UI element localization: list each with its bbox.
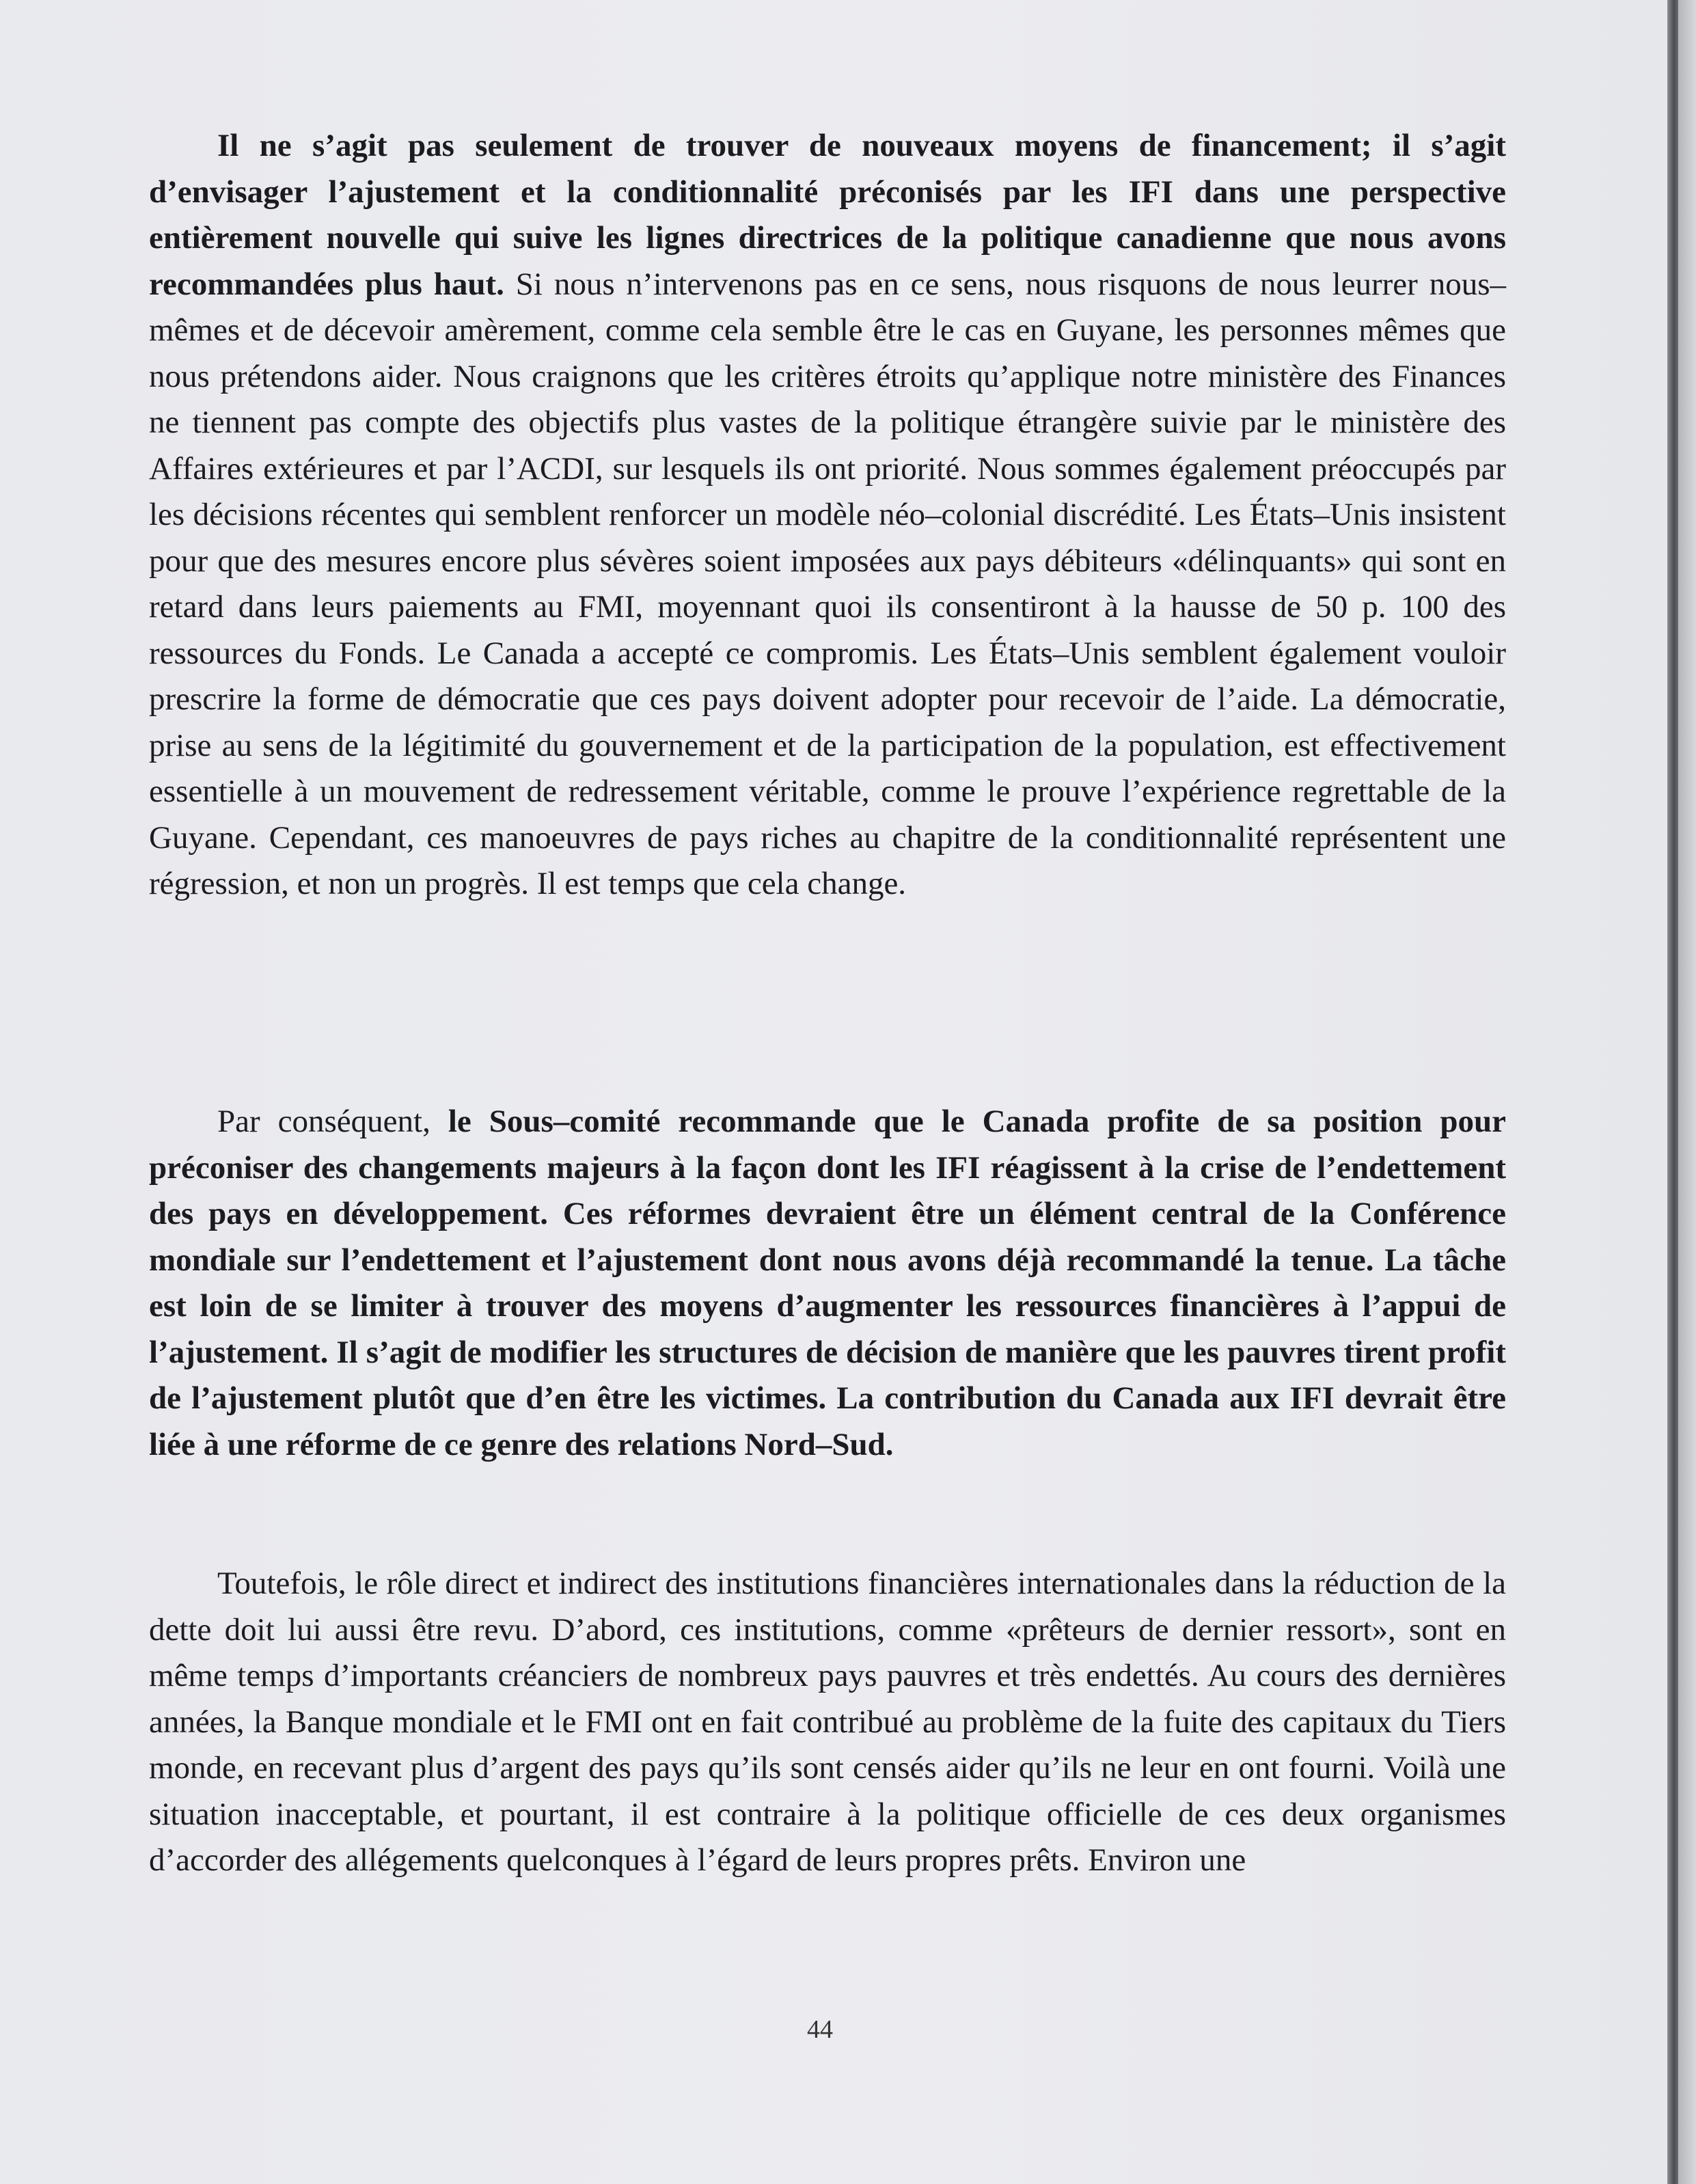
paragraph-conditionality bbox=[149, 123, 1506, 907]
page-outer-margin bbox=[1678, 0, 1696, 2184]
page-number: 44 bbox=[807, 2015, 833, 2044]
paragraph-recommendation bbox=[149, 1099, 1506, 1468]
paragraph-debt-reduction bbox=[149, 1561, 1506, 1884]
paragraph-2-lead: Par conséquent, bbox=[217, 1104, 448, 1139]
paragraph-2-bold-recommendation: le Sous–comité recommande que le Canada profite de sa position pour préconiser des changements majeurs à la façon dont les IFI réagissent à la crise de l’endettement des pays en développement. Ces réformes devraient être un élément central de la Conférence mondiale sur l’endettement et l’ajustement dont nous avons déjà recommandé la tenue. La tâche est loin de se limiter à trouver des moyens d’augmenter les ressources financières à l’appui de l’ajustement. Il s’agit de modifier les structures de décision de manière que les pauvres tirent profit de l’ajustement plutôt que d’en être les victimes. La contribution du Canada aux IFI devrait être liée à une réforme de ce genre des relations Nord–Sud. bbox=[149, 1104, 1506, 1462]
paragraph-1-bold-lead: Il ne s’agit pas seulement de trouver de nouveaux moyens de financement; il s’agit d’envisager l’ajustement et la conditionnalité préconisés par les IFI dans une perspective entièrement nouvelle qui suive les lignes directrices de la politique canadienne que nous avons recommandées plus haut. bbox=[149, 128, 1506, 302]
paragraph-3-body: Toutefois, le rôle direct et indirect des institutions financières internationales dans la réduction de la dette doit lui aussi être revu. D’abord, ces institutions, comme «prêteurs de dernier ressort», sont en même temps d’importants créanciers de nombreux pays pauvres et très endettés. Au cours des dernières années, la Banque mondiale et le FMI ont en fait contribué au problème de la fuite des capitaux du Tiers monde, en recevant plus d’argent des pays qu’ils sont censés aider qu’ils ne leur en ont fourni. Voilà une situation inacceptable, et pourtant, il est contraire à la politique officielle de ces deux organismes d’accorder des allégements quelconques à l’égard de leurs propres prêts. Environ une bbox=[149, 1566, 1506, 1878]
paragraph-1-body: Si nous n’intervenons pas en ce sens, nous risquons de nous leurrer nous–mêmes et de décevoir amèrement, comme cela semble être le cas en Guyane, les personnes mêmes que nous prétendons aider. Nous craignons que les critères étroits qu’applique notre ministère des Finances ne tiennent pas compte des objectifs plus vastes de la politique étrangère suivie par le ministère des Affaires extérieures et par l’ACDI, sur lesquels ils ont priorité. Nous sommes également préoccupés par les décisions récentes qui semblent renforcer un modèle néo–colonial discrédité. Les États–Unis insistent pour que des mesures encore plus sévères soient imposées aux pays débiteurs «délinquants» qui sont en retard dans leurs paiements au FMI, moyennant quoi ils consentiront à la hausse de 50 p. 100 des ressources du Fonds. Le Canada a accepté ce compromis. Les États–Unis semblent également vouloir prescrire la forme de démocratie que ces pays doivent adopter pour recevoir de l’aide. La démocratie, prise au sens de la légitimité du gouvernement et de la participation de la population, est effectivement essentielle à un mouvement de redressement véritable, comme le prouve l’expérience regrettable de la Guyane. Cependant, ces manoeuvres de pays riches au chapitre de la conditionnalité représentent une régression, et non un progrès. Il est temps que cela change. bbox=[149, 266, 1506, 901]
page-binding-edge bbox=[1667, 0, 1678, 2184]
